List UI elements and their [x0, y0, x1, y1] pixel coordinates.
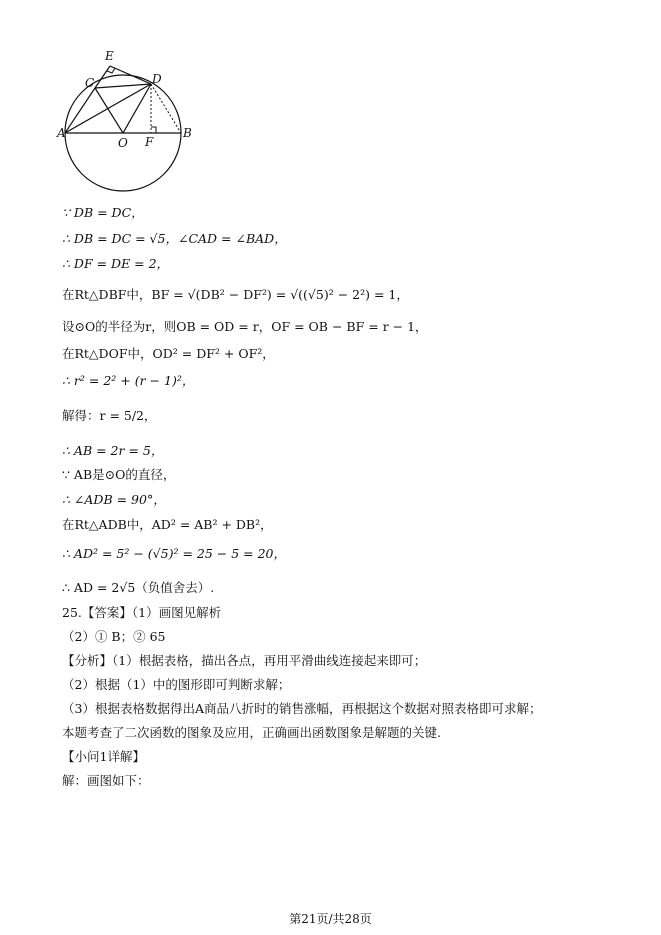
solution-line: ∴ DB = DC = √5，∠CAD = ∠BAD，	[62, 231, 287, 246]
solution-line: 设⊙O的半径为r，则OB = OD = r，OF = OB − BF = r − 1，	[62, 319, 428, 334]
solution-line: 在Rt△ADB中，AD² = AB² + DB²，	[62, 517, 273, 532]
label-c: C	[85, 76, 95, 90]
segment-db	[151, 84, 181, 133]
analysis-line: （3）根据表格数据得出A商品八折时的销售涨幅，再根据这个数据对照表格即可求解；	[62, 701, 542, 716]
solution-line: 在Rt△DOF中，OD² = DF² + OF²，	[62, 346, 275, 361]
solution-line: ∴ r² = 2² + (r − 1)²，	[62, 373, 195, 388]
solution-line: ∴ AD² = 5² − (√5)² = 25 − 5 = 20，	[62, 546, 286, 561]
section-heading: 【小问1详解】	[62, 749, 145, 764]
solution-line: ∵ DB = DC，	[62, 205, 144, 220]
segment-co	[95, 88, 123, 133]
label-e: E	[105, 49, 114, 63]
label-a: A	[57, 126, 66, 140]
answer-line: 25.【答案】（1）画图见解析	[62, 605, 222, 620]
analysis-line: （2）根据（1）中的图形即可判断求解；	[62, 677, 291, 692]
solution-line: 在Rt△DBF中，BF = √(DB² − DF²) = √((√5)² − 2²) = 1，	[62, 287, 409, 302]
solution-line: 解：画图如下：	[62, 773, 150, 788]
solution-line: ∴ AD = 2√5（负值舍去）.	[62, 580, 215, 595]
solution-line: ∵ AB是⊙O的直径，	[62, 467, 176, 482]
label-b: B	[183, 126, 192, 140]
solution-line: ∴ DF = DE = 2，	[62, 256, 170, 271]
solution-line: ∴ ∠ADB = 90°，	[62, 492, 166, 507]
analysis-line: 本题考查了二次函数的图象及应用，正确画出函数图象是解题的关键.	[62, 725, 441, 740]
right-angle-f	[151, 127, 156, 133]
answer-line: （2）① B；② 65	[62, 629, 166, 644]
label-o: O	[118, 136, 128, 150]
segment-cd	[95, 84, 151, 88]
solution-line: ∴ AB = 2r = 5，	[62, 443, 164, 458]
solution-line: 解得：r = 5/2，	[62, 408, 157, 423]
label-f: F	[145, 135, 154, 149]
label-d: D	[152, 72, 162, 86]
analysis-line: 【分析】（1）根据表格，描出各点，再用平滑曲线连接起来即可；	[62, 653, 427, 668]
page-footer: 第21页/共28页	[289, 912, 372, 926]
geometry-figure	[56, 46, 196, 192]
